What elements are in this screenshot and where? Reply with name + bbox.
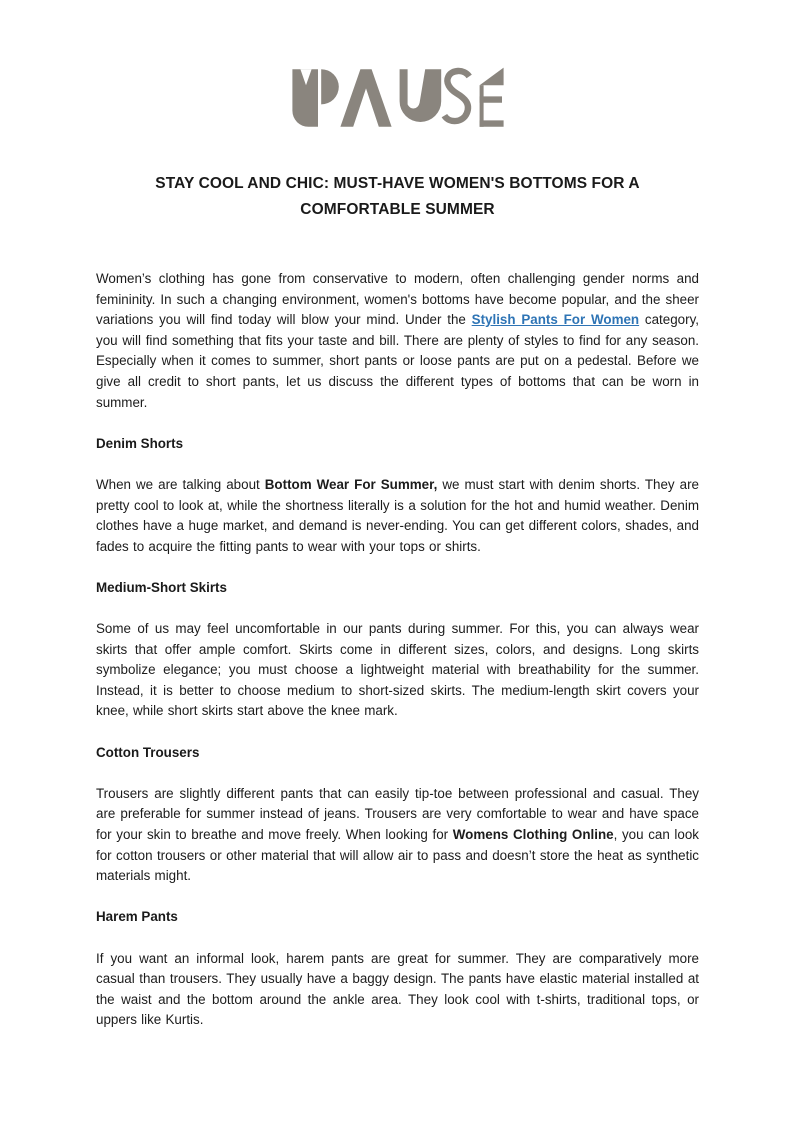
intro-text-2: category, you will find something that fits your taste and bill. There are plenty of styles to find for any season. Especially when it comes to summer, short pants or loose pants are put on a pedestal. Before we give all credit to short pants, let us discuss the different types of bottoms that can be worn in summer. <box>96 312 699 410</box>
intro-text-1: Women’s clothing has gone from conservative to modern, often challenging gender norms and femininity. In such a changing environment, women's bottoms have become popular, and the sheer variations you will find today will blow your mind. Under the <box>96 271 699 328</box>
page-title: STAY COOL AND CHIC: MUST-HAVE WOMEN'S BOTTOMS FOR A COMFORTABLE SUMMER <box>155 175 640 218</box>
skirts-paragraph <box>96 619 699 722</box>
trousers-text-2: , you can look for cotton trousers or other material that will allow air to pass and doesn’t store the heat as synthetic materials might. <box>96 827 699 884</box>
pause-logo-icon <box>292 66 504 130</box>
trousers-paragraph <box>96 784 699 887</box>
denim-text-2: we must start with denim shorts. They are pretty cool to look at, while the shortness literally is a solution for the hot and humid weather. Denim clothes have a huge market, and demand is never-ending. You can get different colors, shades, and fades to acquire the fitting pants to wear with your tops or shirts. <box>96 476 699 554</box>
section-heading-harem-pants: Harem Pants <box>96 909 178 925</box>
womens-clothing-bold-phrase: Womens Clothing Online <box>452 827 614 843</box>
denim-text-1: When we are talking about <box>96 476 265 492</box>
section-heading-medium-short-skirts: Medium-Short Skirts <box>96 579 227 595</box>
stylish-pants-link[interactable]: Stylish Pants For Women <box>471 312 640 328</box>
skirts-text: Some of us may feel uncomfortable in our pants during summer. For this, you can always wear skirts that offer ample comfort. Skirts come in different sizes, colors, and designs. Long skirts symbolize elegance; you must choose a lightweight material with breathability for the summer. Instead, it is better to choose medium to short-sized skirts. The medium-length skirt covers your knee, while short skirts start above the knee mark. <box>96 621 699 719</box>
bottom-wear-bold-phrase: Bottom Wear For Summer, <box>264 476 438 492</box>
harem-pants-paragraph <box>96 949 699 1031</box>
brand-logo <box>96 0 699 135</box>
trousers-text-1: Trousers are slightly different pants that can easily tip-toe between professional and casual. They are preferable for summer instead of jeans. Trousers are very comfortable to wear and have space for your skin to breathe and move freely. When looking for <box>96 785 699 843</box>
denim-shorts-paragraph <box>96 475 699 557</box>
intro-paragraph <box>96 269 699 413</box>
section-heading-cotton-trousers: Cotton Trousers <box>96 744 200 760</box>
section-heading-denim-shorts: Denim Shorts <box>96 435 184 451</box>
harem-text: If you want an informal look, harem pants are great for summer. They are comparatively more casual than trousers. They usually have a baggy design. The pants have elastic material installed at the waist and the bottom around the ankle area. They look cool with t-shirts, traditional tops, or uppers like Kurtis. <box>96 950 699 1028</box>
